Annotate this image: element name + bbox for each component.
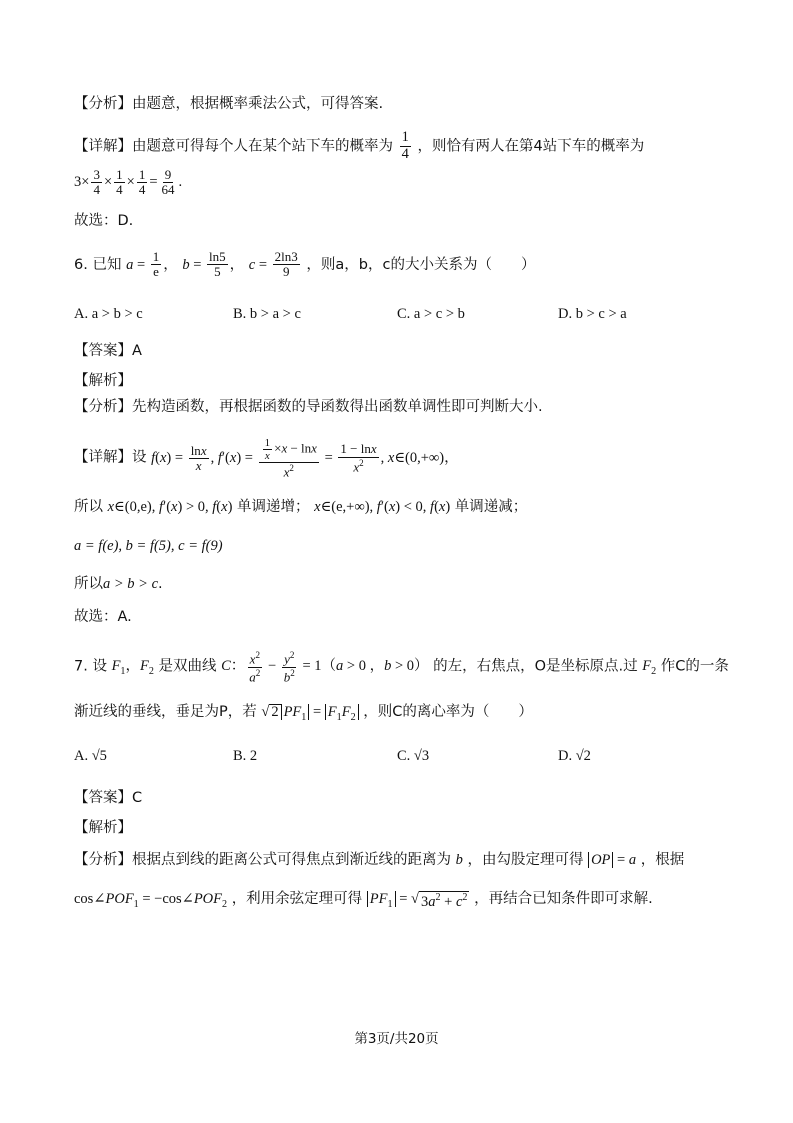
q7-option-b: B. 2 [233, 748, 258, 764]
q6-conclusion: 所以a > b > c. [74, 576, 163, 592]
q5-prob-fraction [400, 130, 411, 163]
q6-monotonic: 所以 x∈(0,e), f′(x) > 0, f(x) 单调递增； x∈(e,+∞), f′(x) < 0, f(x) 单调递减； [74, 499, 528, 515]
q5-choose: 故选：D. [74, 213, 134, 229]
q5-analysis: 【分析】由题意，根据概率乘法公式，可得答案. [74, 96, 384, 112]
q5-prob-den: 4 [401, 145, 409, 162]
q7-stem: 7. 设 $F_1$，$F_2$ 是双曲线 C： $\frac{x^2}{a^2}$ − $\frac{y^2}{b^2}$ = 1（a > 0 ，b > 0） 的左，右焦点，O是坐标原点.过 $F_2$ 作C的一条 [74, 650, 729, 684]
q6-derivative-formula: f(x) = $\frac{\ln x}{x}$ , f′(x) = $\frac{1}{x}$ ×x − lnx $x^2$ = $\frac{1 - \ln x}{x^2}$ , x∈(0,+∞)， [151, 437, 459, 480]
q6-detail [74, 437, 459, 480]
q6-stem: 6. 已知 a = $\frac{1}{e}$ ， b = $\frac{\ln 5}{5}$ ， c = $\frac{2\ln 3}{9}$ ，则a，b，c的大小关系为（ ） [74, 249, 536, 280]
q6-detail-label: 【详解】设 [74, 449, 147, 466]
q6-answer: 【答案】A [74, 343, 142, 359]
q6-jiexi: 【解析】 [74, 373, 132, 389]
q5-detail [74, 130, 644, 163]
q7-jiexi: 【解析】 [74, 820, 132, 836]
q5-expression: 3× $\frac{3}{4}$ × $\frac{1}{4}$ × $\frac{1}{4}$ = $\frac{9}{64}$ . [74, 167, 183, 198]
q6-stem-suffix: ，则a，b，c的大小关系为（ ） [306, 256, 536, 273]
q6-option-b: B. b > a > c [233, 306, 301, 322]
q6-option-c: C. a > c > b [397, 306, 465, 322]
q7-option-c: C. √3 [397, 748, 430, 764]
q7-stem-line2: 渐近线的垂线，垂足为P，若 √ 2 $PF_1 = F_1F_2$ ，则C的离心率为（ ） [74, 704, 533, 723]
q7-answer: 【答案】C [74, 790, 143, 806]
page-footer: 第3页/共20页 [354, 1031, 439, 1047]
q5-detail-suffix: ，则恰有两人在第4站下车的概率为 [417, 138, 645, 155]
q5-prob-num: 1 [401, 129, 409, 145]
q6-option-a: A. a > b > c [74, 306, 143, 322]
q6-choose: 故选：A. [74, 609, 132, 625]
q6-analysis: 【分析】先构造函数，再根据函数的导函数得出函数单调性即可判断大小. [74, 399, 543, 415]
q6-option-d: D. b > c > a [558, 306, 627, 322]
q7-option-d: D. √2 [558, 748, 591, 764]
q5-detail-prefix: 【详解】由题意可得每个人在某个站下车的概率为 [74, 138, 393, 155]
q7-option-a: A. √5 [74, 748, 107, 764]
q7-analysis-line1: 【分析】根据点到线的距离公式可得焦点到渐近线的距离为 b ，由勾股定理可得 OP = a ，根据 [74, 852, 685, 868]
q6-stem-prefix: 6. 已知 [74, 256, 122, 273]
q6-values: a = f(e), b = f(5), c = f(9) [74, 538, 223, 554]
q7-analysis-line2: $\cos\angle POF_1$ = $-\cos\angle POF_2$ ，利用余弦定理可得 $PF_1$ = √ $3a^2 + c^2$ ，再结合已知条件即可求解. [74, 891, 653, 910]
